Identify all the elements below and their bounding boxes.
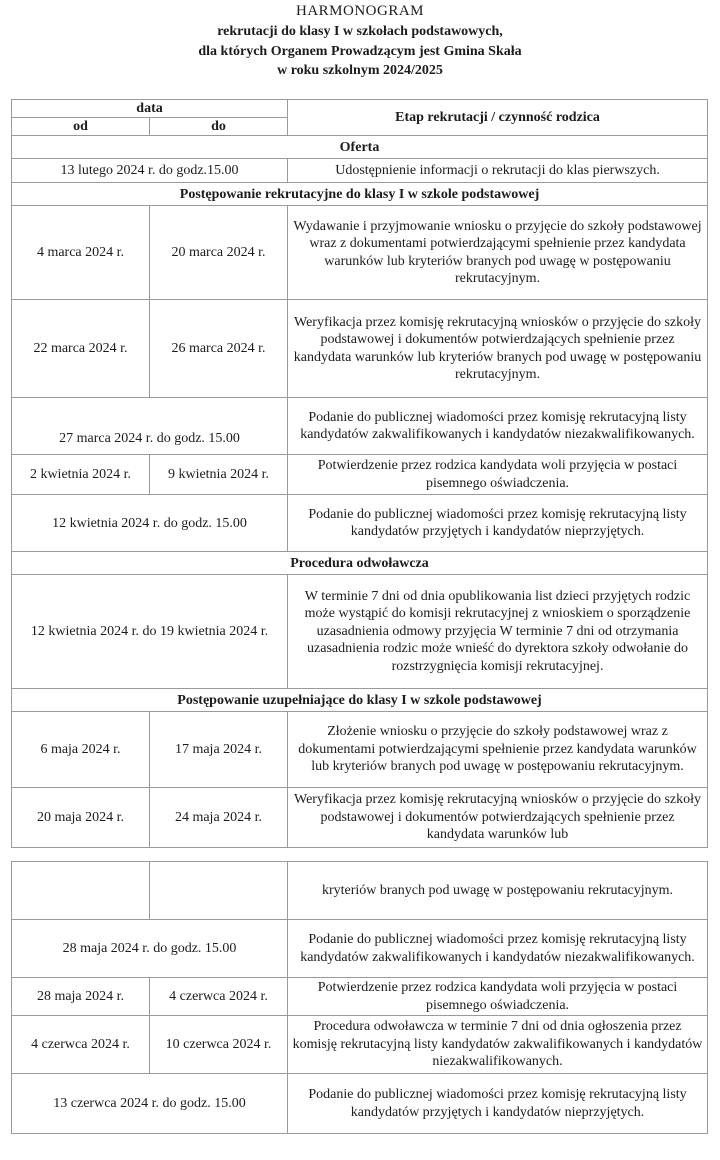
- table-row: [12, 1074, 708, 1134]
- section-row: [12, 136, 708, 159]
- page-break-gap: [12, 848, 708, 862]
- table-row: [12, 788, 708, 848]
- date-range: 28 maja 2024 r. do godz. 15.00: [12, 920, 288, 978]
- stage-description: Złożenie wniosku o przyjęcie do szkoły podstawowej wraz z dokumentami potwierdzającymi spełnienie przez kandydata warunków lub kryteriów branych pod uwagę w postępowaniu rekrutacyjnym.: [288, 712, 708, 788]
- table-row: [12, 159, 708, 183]
- date-range: 27 marca 2024 r. do godz. 15.00: [12, 398, 288, 455]
- date-range: 13 czerwca 2024 r. do godz. 15.00: [12, 1074, 288, 1134]
- schedule-table: [11, 99, 708, 1134]
- stage-description: W terminie 7 dni od dnia opublikowania list dzieci przyjętych rodzic może wystąpić do komisji rekrutacyjnej z wnioskiem o sporządzenie uzasadnienia odmowy przyjęcia W terminie 7 dni od otrzymania uzasadnienia rodzic może wnieść do dyrektora szkoły odwołanie do rozstrzygnięcia komisji rekrutacyjnej.: [288, 575, 708, 689]
- section-odwolawcza: Procedura odwoławcza: [12, 552, 708, 575]
- table-header-row: [12, 100, 708, 118]
- table-row: [12, 575, 708, 689]
- section-row: [12, 183, 708, 206]
- table-row: [12, 495, 708, 552]
- date-range: 13 lutego 2024 r. do godz.15.00: [12, 159, 288, 183]
- section-oferta: Oferta: [12, 136, 708, 159]
- subtitle-line-3: w roku szkolnym 2024/2025: [277, 63, 443, 78]
- table-row: [12, 712, 708, 788]
- stage-description: Weryfikacja przez komisję rekrutacyjną wniosków o przyjęcie do szkoły podstawowej i dokumentów potwierdzających spełnienie przez kandydata warunków lub: [288, 788, 708, 848]
- date-range: 12 kwietnia 2024 r. do godz. 15.00: [12, 495, 288, 552]
- stage-description: Podanie do publicznej wiadomości przez komisję rekrutacyjną listy kandydatów przyjętych i kandydatów nieprzyjętych.: [288, 1074, 708, 1134]
- stage-description: Udostępnienie informacji o rekrutacji do klas pierwszych.: [288, 159, 708, 183]
- document-title: HARMONOGRAM: [295, 3, 424, 19]
- date-to: 26 marca 2024 r.: [150, 300, 288, 398]
- section-postepowanie: Postępowanie rekrutacyjne do klasy I w szkole podstawowej: [12, 183, 708, 206]
- date-to: 20 marca 2024 r.: [150, 206, 288, 300]
- header-from: od: [12, 118, 150, 136]
- table-row: [12, 920, 708, 978]
- table-row: [12, 206, 708, 300]
- date-to-empty: [150, 862, 288, 920]
- date-from: 4 marca 2024 r.: [12, 206, 150, 300]
- table-row: [12, 455, 708, 495]
- stage-description: Potwierdzenie przez rodzica kandydata woli przyjęcia w postaci pisemnego oświadczenia.: [288, 455, 708, 495]
- date-to: 10 czerwca 2024 r.: [150, 1016, 288, 1074]
- date-from-empty: [12, 862, 150, 920]
- stage-description: Podanie do publicznej wiadomości przez komisję rekrutacyjną listy kandydatów przyjętych i kandydatów nieprzyjętych.: [288, 495, 708, 552]
- stage-description: Procedura odwoławcza w terminie 7 dni od dnia ogłoszenia przez komisję rekrutacyjną listy kandydatów zakwalifikowanych i kandydatów niezakwalifikowanych.: [288, 1016, 708, 1074]
- date-to: 17 maja 2024 r.: [150, 712, 288, 788]
- date-from: 4 czerwca 2024 r.: [12, 1016, 150, 1074]
- section-row: [12, 552, 708, 575]
- table-row: [12, 398, 708, 455]
- stage-description: Podanie do publicznej wiadomości przez komisję rekrutacyjną listy kandydatów zakwalifikowanych i kandydatów niezakwalifikowanych.: [288, 920, 708, 978]
- date-from: 20 maja 2024 r.: [12, 788, 150, 848]
- section-row: [12, 689, 708, 712]
- date-from: 6 maja 2024 r.: [12, 712, 150, 788]
- date-from: 22 marca 2024 r.: [12, 300, 150, 398]
- date-range: 12 kwietnia 2024 r. do 19 kwietnia 2024 r.: [12, 575, 288, 689]
- header-to: do: [150, 118, 288, 136]
- subtitle-line-1: rekrutacji do klasy I w szkołach podstawowych,: [217, 24, 503, 39]
- stage-description: Weryfikacja przez komisję rekrutacyjną wniosków o przyjęcie do szkoły podstawowej i dokumentów potwierdzających spełnienie przez kandydata warunków lub kryteriów branych pod uwagę w postępowaniu rekrutacyjnym.: [288, 300, 708, 398]
- subtitle-line-2: dla których Organem Prowadzącym jest Gmina Skała: [198, 44, 522, 59]
- stage-description: kryteriów branych pod uwagę w postępowaniu rekrutacyjnym.: [288, 862, 708, 920]
- stage-description: Wydawanie i przyjmowanie wniosku o przyjęcie do szkoły podstawowej wraz z dokumentami potwierdzającymi spełnienie przez kandydata warunków lub kryteriów branych pod uwagę w postępowaniu rekrutacyjnym.: [288, 206, 708, 300]
- stage-description: Podanie do publicznej wiadomości przez komisję rekrutacyjną listy kandydatów zakwalifikowanych i kandydatów niezakwalifikowanych.: [288, 398, 708, 455]
- date-to: 24 maja 2024 r.: [150, 788, 288, 848]
- header-stage: Etap rekrutacji / czynność rodzica: [288, 100, 708, 136]
- table-row: [12, 300, 708, 398]
- date-to: 9 kwietnia 2024 r.: [150, 455, 288, 495]
- page-break-spacer: [12, 848, 708, 862]
- table-row: [12, 1016, 708, 1074]
- date-from: 28 maja 2024 r.: [12, 978, 150, 1016]
- table-row: [12, 978, 708, 1016]
- section-uzupelniajace: Postępowanie uzupełniające do klasy I w szkole podstawowej: [12, 689, 708, 712]
- date-from: 2 kwietnia 2024 r.: [12, 455, 150, 495]
- table-row: [12, 862, 708, 920]
- date-to: 4 czerwca 2024 r.: [150, 978, 288, 1016]
- stage-description: Potwierdzenie przez rodzica kandydata woli przyjęcia w postaci pisemnego oświadczenia.: [288, 978, 708, 1016]
- header-date: data: [12, 100, 288, 118]
